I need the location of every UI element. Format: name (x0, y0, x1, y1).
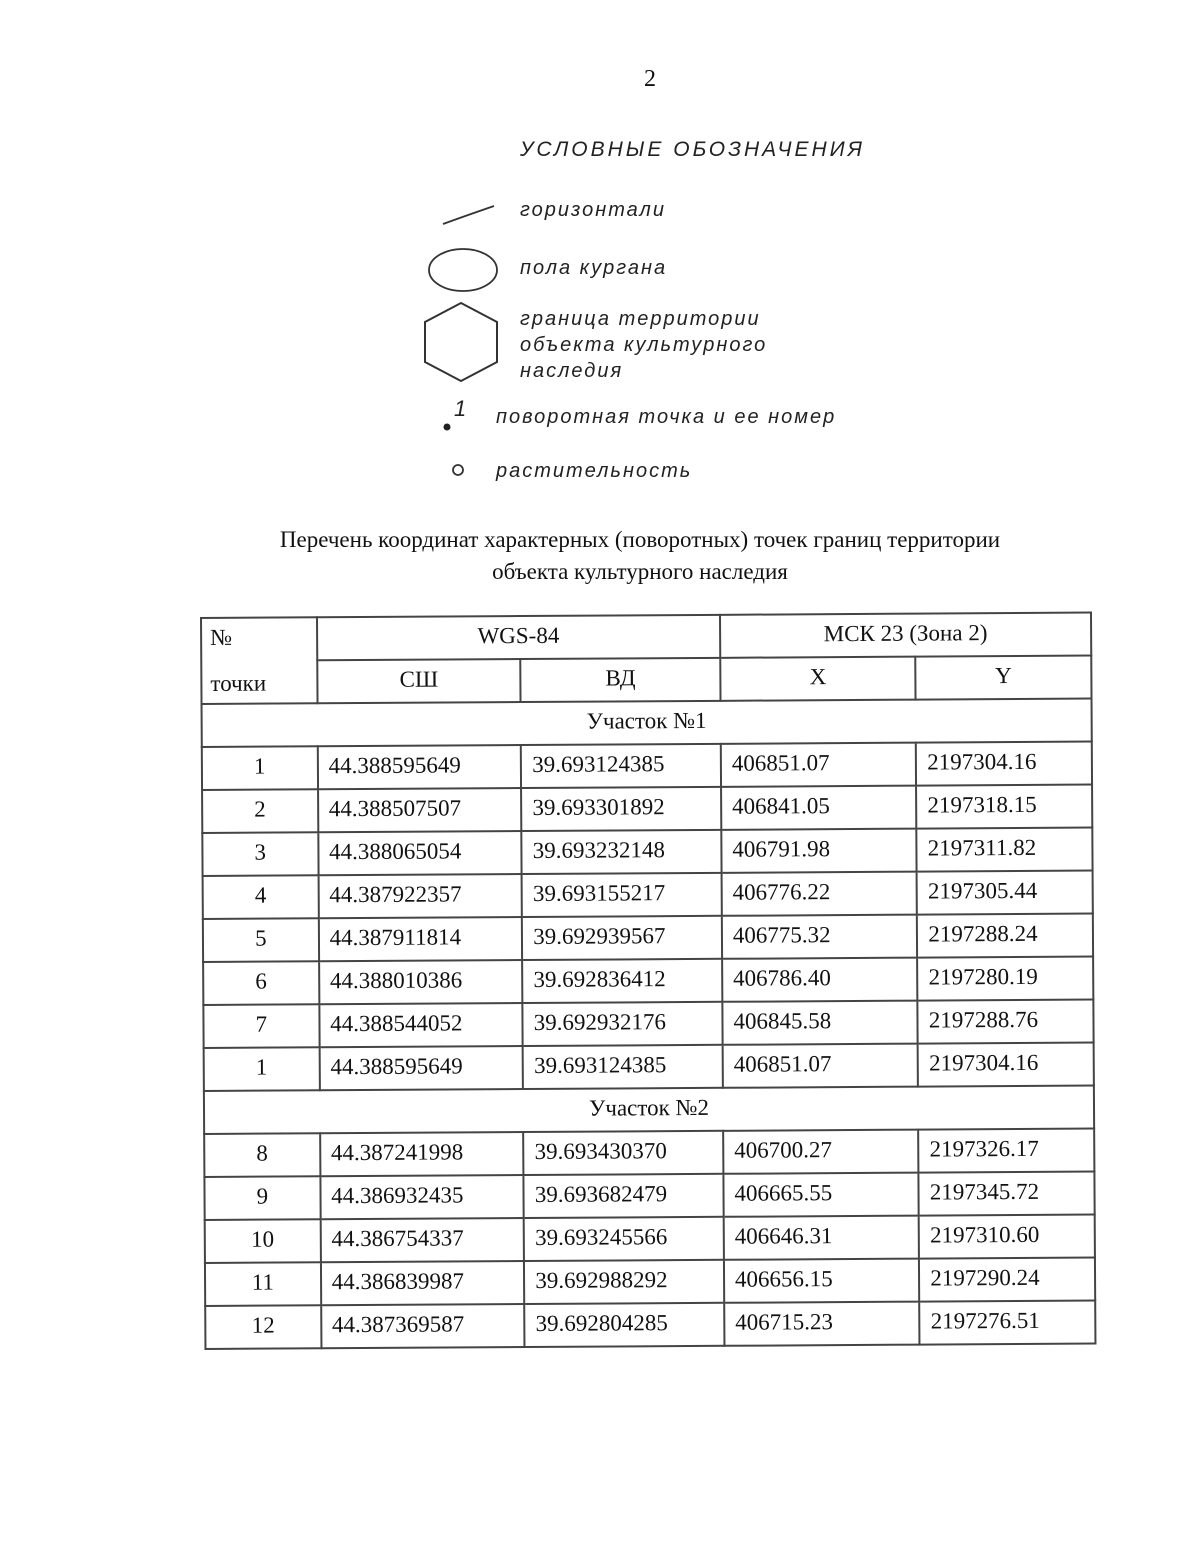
latitude-header: СШ (317, 659, 521, 703)
latitude-cell: 44.386932435 (320, 1175, 524, 1219)
y-cell: 2197304.16 (918, 1043, 1094, 1087)
table-heading (200, 524, 1080, 588)
legend-item-mound: пола кургана (520, 257, 668, 279)
hexagon-icon (420, 300, 502, 384)
latitude-cell: 44.388544052 (319, 1003, 523, 1047)
y-cell: 2197311.82 (917, 828, 1093, 872)
x-cell: 406851.07 (721, 743, 917, 787)
legend-item-boundary (520, 306, 767, 384)
point-number-cell: 5 (203, 918, 319, 962)
y-cell: 2197304.16 (916, 742, 1092, 786)
point-number-cell: 6 (203, 961, 319, 1005)
msk23-header: МСК 23 (Зона 2) (720, 613, 1091, 658)
y-cell: 2197280.19 (917, 957, 1093, 1001)
table-row (204, 1043, 1094, 1091)
latitude-cell: 44.387922357 (318, 874, 522, 918)
table-row (203, 957, 1093, 1005)
wgs84-header: WGS-84 (317, 615, 721, 660)
longitude-cell: 39.693232148 (522, 830, 722, 874)
legend-item-contour: горизонтали (520, 199, 666, 221)
x-cell: 406775.32 (722, 915, 918, 959)
longitude-cell: 39.693124385 (523, 1045, 723, 1089)
coordinates-table-body (202, 699, 1096, 1349)
contour-line-icon (440, 200, 500, 228)
point-number-cell: 4 (203, 875, 319, 919)
page-number: 2 (644, 66, 656, 92)
table-row (204, 1172, 1094, 1220)
y-cell: 2197345.72 (919, 1172, 1095, 1216)
y-cell: 2197288.24 (917, 914, 1093, 958)
longitude-cell: 39.692988292 (524, 1260, 724, 1304)
y-cell: 2197326.17 (918, 1129, 1094, 1173)
x-cell: 406786.40 (722, 958, 918, 1002)
latitude-cell: 44.388010386 (319, 960, 523, 1004)
table-row (205, 1301, 1095, 1349)
section-row (204, 1086, 1094, 1134)
table-row (202, 742, 1092, 790)
x-cell: 406665.55 (723, 1173, 919, 1217)
legend-boundary-line1: граница территории (520, 308, 761, 330)
x-cell: 406700.27 (723, 1130, 919, 1174)
table-row (202, 785, 1092, 833)
latitude-cell: 44.387911814 (319, 917, 523, 961)
longitude-header: ВД (521, 658, 721, 702)
point-number-cell: 8 (204, 1133, 320, 1177)
section-row (202, 699, 1092, 747)
x-cell: 406656.15 (724, 1259, 920, 1303)
point-number-cell: 1 (202, 746, 318, 790)
table-row (205, 1258, 1095, 1306)
x-cell: 406851.07 (723, 1044, 919, 1088)
point-number-cell: 11 (205, 1262, 321, 1306)
legend-item-vegetation: растительность (496, 460, 693, 482)
longitude-cell: 39.693155217 (522, 873, 722, 917)
coordinates-table (200, 612, 1096, 1350)
latitude-cell: 44.386754337 (320, 1218, 524, 1262)
section-title: Участок №2 (204, 1086, 1094, 1134)
longitude-cell: 39.692939567 (522, 916, 722, 960)
table-row (203, 871, 1093, 919)
y-cell: 2197290.24 (919, 1258, 1095, 1302)
point-number-cell: 7 (203, 1004, 319, 1048)
point-number-cell: 10 (205, 1219, 321, 1263)
longitude-cell: 39.692804285 (524, 1303, 724, 1347)
point-number-cell: 1 (204, 1047, 320, 1091)
y-cell: 2197305.44 (917, 871, 1093, 915)
legend-boundary-line2: объекта культурного (520, 334, 768, 356)
longitude-cell: 39.692836412 (522, 959, 722, 1003)
y-cell: 2197288.76 (918, 1000, 1094, 1044)
x-cell: 406841.05 (721, 786, 917, 830)
x-cell: 406646.31 (724, 1216, 920, 1260)
point-number-cell: 9 (204, 1176, 320, 1220)
table-row (203, 914, 1093, 962)
legend-item-turning-point: поворотная точка и ее номер (496, 406, 837, 428)
longitude-cell: 39.693301892 (521, 787, 721, 831)
table-row (202, 828, 1092, 876)
longitude-cell: 39.693245566 (524, 1217, 724, 1261)
y-cell: 2197276.51 (920, 1301, 1096, 1345)
x-cell: 406776.22 (721, 872, 917, 916)
longitude-cell: 39.693430370 (523, 1131, 723, 1175)
y-cell: 2197310.60 (919, 1215, 1095, 1259)
legend-boundary-line3: наследия (520, 360, 624, 382)
y-cell: 2197318.15 (916, 785, 1092, 829)
latitude-cell: 44.386839987 (321, 1261, 525, 1305)
point-number-cell: 2 (202, 789, 318, 833)
longitude-cell: 39.693124385 (521, 744, 721, 788)
table-row (204, 1129, 1094, 1177)
legend-title: УСЛОВНЫЕ ОБОЗНАЧЕНИЯ (520, 138, 865, 161)
table-heading-line1: Перечень координат характерных (поворотных) точек границ территории (279, 527, 1001, 552)
latitude-cell: 44.388065054 (318, 831, 522, 875)
ellipse-icon (426, 246, 502, 294)
point-number-cell: 3 (202, 832, 318, 876)
point-number-header-line2: точки (210, 670, 267, 696)
section-title: Участок №1 (202, 699, 1092, 747)
point-number-header-line1: № (210, 624, 233, 650)
latitude-cell: 44.388595649 (317, 745, 521, 789)
latitude-cell: 44.387369587 (321, 1304, 525, 1348)
point-number-header (201, 617, 317, 704)
latitude-cell: 44.388507507 (318, 788, 522, 832)
point-number-cell: 12 (205, 1305, 321, 1349)
turning-point-icon (440, 420, 454, 434)
longitude-cell: 39.692932176 (523, 1002, 723, 1046)
x-cell: 406715.23 (724, 1302, 920, 1346)
table-row (205, 1215, 1095, 1263)
circle-icon (450, 462, 466, 478)
y-header: Y (916, 656, 1092, 700)
latitude-cell: 44.388595649 (319, 1046, 523, 1090)
latitude-cell: 44.387241998 (320, 1132, 524, 1176)
table-heading-line2: объекта культурного наследия (492, 559, 788, 584)
turning-point-marker: 1 (454, 396, 469, 421)
x-cell: 406845.58 (722, 1001, 918, 1045)
x-cell: 406791.98 (721, 829, 917, 873)
longitude-cell: 39.693682479 (524, 1174, 724, 1218)
x-header: X (720, 657, 916, 701)
table-row (203, 1000, 1093, 1048)
